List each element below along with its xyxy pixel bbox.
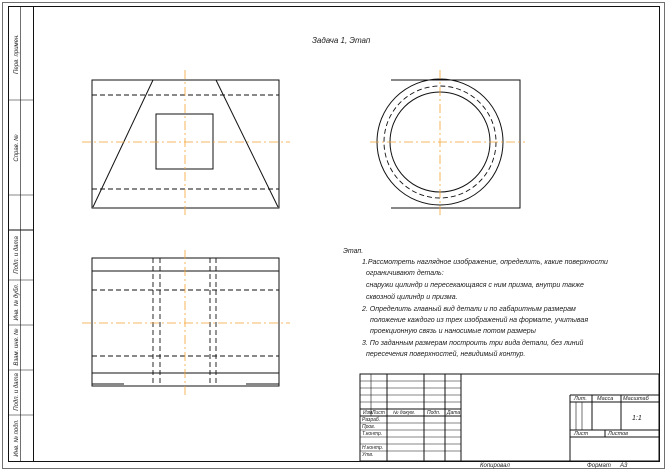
- task-text: [343, 248, 608, 358]
- task-line-7: проекционную связь и наносимые потом размеры: [370, 328, 536, 335]
- title-block: [360, 374, 659, 461]
- task-heading: Этап.: [343, 248, 364, 255]
- footer-format-value: А3: [620, 463, 628, 469]
- task-line-2: ограничивают деталь:: [366, 270, 444, 277]
- stamp-sheet-label: Лист: [574, 431, 589, 437]
- strip-label-dup-inv: Инв. № дубл.: [14, 283, 20, 321]
- footer-copied: Копировал: [480, 463, 510, 469]
- task-line-9: пересечения поверхностей, невидимый контур.: [366, 351, 526, 358]
- stamp-scale-value: 1:1: [632, 415, 642, 422]
- top-view: [82, 250, 290, 395]
- stamp-col-doc-no: № докум.: [393, 410, 416, 416]
- strip-label-sign-date-2: Подп. и дата: [14, 373, 20, 411]
- task-line-6: положение каждого из трех изображений на формате, учитывая: [370, 317, 589, 324]
- strip-label-sign-date-1: Подп. и дата: [14, 236, 20, 274]
- task-line-5: 2. Определить главный вид детали и по габаритным размерам: [362, 306, 576, 313]
- side-view: [370, 70, 525, 215]
- strip-label-first-use: Перв. примен.: [14, 34, 20, 74]
- footer-format-label: Формат: [587, 463, 611, 469]
- stamp-lit-label: Лит.: [574, 396, 587, 402]
- stamp-row-checked: Пров.: [362, 424, 376, 430]
- stamp-row-approved: Утв.: [362, 452, 374, 458]
- task-title: Задача 1, Этап: [312, 36, 371, 45]
- task-line-1: 1.Рассмотреть наглядное изображение, определить, какие поверхности: [362, 259, 608, 266]
- stamp-col-change: Изм.: [363, 410, 374, 416]
- strip-label-ref-no: Справ. №: [14, 134, 20, 162]
- task-line-8: 3. По заданным размерам построить три вида детали, без линий: [362, 340, 584, 347]
- stamp-scale-label: Масштаб: [623, 396, 649, 402]
- stamp-sheets-label: Листов: [608, 431, 629, 437]
- strip-label-orig-inv: Инв. № подл.: [14, 419, 20, 457]
- stamp-col-sheet: Лист: [372, 410, 385, 416]
- stamp-row-developed: Разраб.: [362, 417, 381, 423]
- stamp-col-date: Дата: [447, 410, 461, 416]
- task-line-4: сквозной цилиндр и призма.: [366, 294, 458, 301]
- stamp-col-sign: Подп.: [427, 410, 441, 416]
- stamp-mass-label: Масса: [597, 396, 614, 402]
- front-view: [82, 70, 290, 218]
- stamp-row-norm-control: Н.контр.: [362, 445, 384, 451]
- drawing-frame: [3, 3, 665, 469]
- stamp-row-tech-control: Т.контр.: [362, 431, 383, 437]
- side-strip: [9, 7, 34, 462]
- strip-label-repl-inv: Взам. инв. №: [14, 328, 20, 366]
- task-line-3: снаружи цилиндр и пересекающаяся с ним призма, внутри также: [366, 282, 584, 289]
